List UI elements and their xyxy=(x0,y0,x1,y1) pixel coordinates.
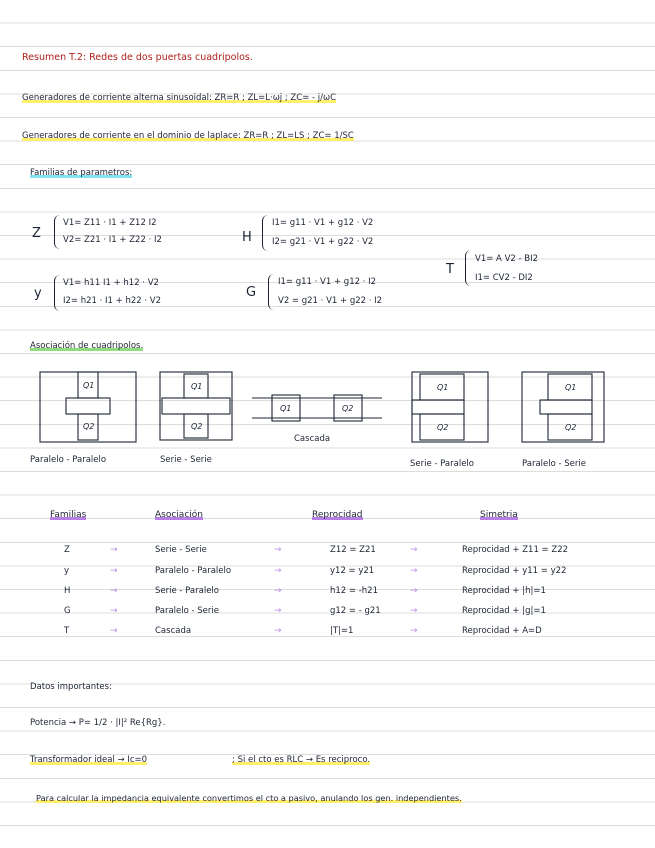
row-simetria: Reprocidad + |g|=1 xyxy=(462,606,546,616)
row-asociacion: Paralelo - Paralelo xyxy=(155,566,232,576)
diagram-serie-paralelo xyxy=(412,372,488,442)
header-familias-text: Familias xyxy=(50,510,87,520)
rlc-line xyxy=(232,755,370,766)
page-title: Resumen T.2: Redes de dos puertas cuadripolos. xyxy=(22,52,253,63)
header-reprocidad-text: Reprocidad xyxy=(312,510,363,520)
row-asociacion: Serie - Serie xyxy=(155,545,207,555)
cascada-q1-label: Q1 xyxy=(280,404,292,413)
potencia-line: Potencia → P= 1/2 · |I|² Re{Rg}. xyxy=(30,718,166,728)
arrow-icon: → xyxy=(274,566,282,576)
z-family-symbol: Z xyxy=(32,226,41,241)
t-family-symbol: T xyxy=(446,262,454,277)
row-simetria: Reprocidad + |h|=1 xyxy=(462,586,546,596)
datos-heading: Datos importantes: xyxy=(30,682,112,692)
familias-heading-text: Familias de parametros: xyxy=(30,168,133,178)
row-asociacion: Serie - Paralelo xyxy=(155,586,219,596)
header-asociacion-text: Asociación xyxy=(155,510,203,520)
row-familia: T xyxy=(64,626,70,636)
row-familia: G xyxy=(64,606,71,616)
h-family-symbol: H xyxy=(242,230,252,245)
cascada-q2-label: Q2 xyxy=(342,404,354,413)
asociacion-heading-text: Asociación de cuadripolos. xyxy=(30,341,144,351)
g-eq-1: I1= g11 · V1 + g12 · I2 xyxy=(278,277,377,287)
header-simetria-text: Simetria xyxy=(480,510,518,520)
header-simetria xyxy=(480,510,518,521)
transformador-text: Transformador ideal → Ic=0 xyxy=(30,755,148,765)
caption-paralelo-paralelo: Paralelo - Paralelo xyxy=(30,455,107,465)
z-eq-2: V2= Z21 · I1 + Z22 · I2 xyxy=(63,235,162,245)
row-simetria: Reprocidad + Z11 = Z22 xyxy=(462,545,569,555)
header-reprocidad xyxy=(312,510,363,521)
row-asociacion: Cascada xyxy=(155,626,192,636)
arrow-icon: → xyxy=(410,545,418,555)
row-reprocidad: Z12 = Z21 xyxy=(330,545,376,555)
row-reprocidad: h12 = -h21 xyxy=(330,586,378,596)
row-reprocidad: |T|=1 xyxy=(330,626,354,636)
header-asociacion xyxy=(155,510,203,521)
arrow-icon: → xyxy=(110,586,118,596)
caption-cascada: Cascada xyxy=(294,434,331,444)
arrow-icon: → xyxy=(410,586,418,596)
arrow-icon: → xyxy=(410,566,418,576)
arrow-icon: → xyxy=(410,606,418,616)
sp-q1-label: Q1 xyxy=(437,383,449,392)
caption-serie-paralelo: Serie - Paralelo xyxy=(410,459,474,469)
arrow-icon: → xyxy=(110,626,118,636)
z-eq-1: V1= Z11 · I1 + Z12 I2 xyxy=(63,218,157,228)
sp-q2-label: Q2 xyxy=(437,423,449,432)
ps-q1-label: Q1 xyxy=(565,383,577,392)
ss-q1-label: Q1 xyxy=(191,382,203,391)
rlc-text: ; Si el cto es RLC → Es reciproco. xyxy=(232,755,371,765)
arrow-icon: → xyxy=(274,586,282,596)
row-reprocidad: g12 = - g21 xyxy=(330,606,381,616)
t-eq-2: I1= CV2 - DI2 xyxy=(475,273,533,283)
arrow-icon: → xyxy=(274,626,282,636)
caption-paralelo-serie: Paralelo - Serie xyxy=(522,459,586,469)
arrow-icon: → xyxy=(110,545,118,555)
ss-q2-label: Q2 xyxy=(191,422,203,431)
diagram-cascada xyxy=(252,395,382,421)
ps-q2-label: Q2 xyxy=(565,423,577,432)
row-simetria: Reprocidad + A=D xyxy=(462,626,542,636)
row-simetria: Reprocidad + y11 = y22 xyxy=(462,566,567,576)
caption-serie-serie: Serie - Serie xyxy=(160,455,212,465)
impedancia-text: Para calcular la impedancia equivalente convertimos el cto a pasivo, anulando los gen. independientes. xyxy=(36,793,462,803)
row-asociacion: Paralelo - Serie xyxy=(155,606,219,616)
arrow-icon: → xyxy=(274,606,282,616)
impedancia-line xyxy=(36,793,462,804)
h-eq-1: I1= g11 · V1 + g12 · V2 xyxy=(272,218,374,228)
row-familia: Z xyxy=(64,545,70,555)
row-familia: H xyxy=(64,586,71,596)
diagram-paralelo-serie xyxy=(522,372,604,442)
laplace-generators-text: Generadores de corriente en el dominio de laplace: ZR=R ; ZL=LS ; ZC= 1/SC xyxy=(22,131,354,141)
pp-q2-label: Q2 xyxy=(83,422,95,431)
row-familia: y xyxy=(64,566,70,576)
transformador-line xyxy=(30,755,147,766)
arrow-icon: → xyxy=(410,626,418,636)
row-reprocidad: y12 = y21 xyxy=(330,566,375,576)
g-eq-2: V2 = g21 · V1 + g22 · I2 xyxy=(278,296,383,306)
h-eq-2: I2= g21 · V1 + g22 · V2 xyxy=(272,237,374,247)
pp-q1-label: Q1 xyxy=(83,381,95,390)
g-family-symbol: G xyxy=(246,285,257,300)
arrow-icon: → xyxy=(110,606,118,616)
y-family-symbol: y xyxy=(34,286,42,301)
y-eq-1: V1= h11 I1 + h12 · V2 xyxy=(63,278,159,288)
header-familias xyxy=(50,510,86,521)
t-eq-1: V1= A V2 - BI2 xyxy=(475,254,539,264)
arrow-icon: → xyxy=(110,566,118,576)
y-eq-2: I2= h21 · I1 + h22 · V2 xyxy=(63,296,162,306)
arrow-icon: → xyxy=(274,545,282,555)
sinusoidal-generators-text: Generadores de corriente alterna sinusoidal: ZR=R ; ZL=L·ωj ; ZC= - j/ωC xyxy=(22,93,337,103)
